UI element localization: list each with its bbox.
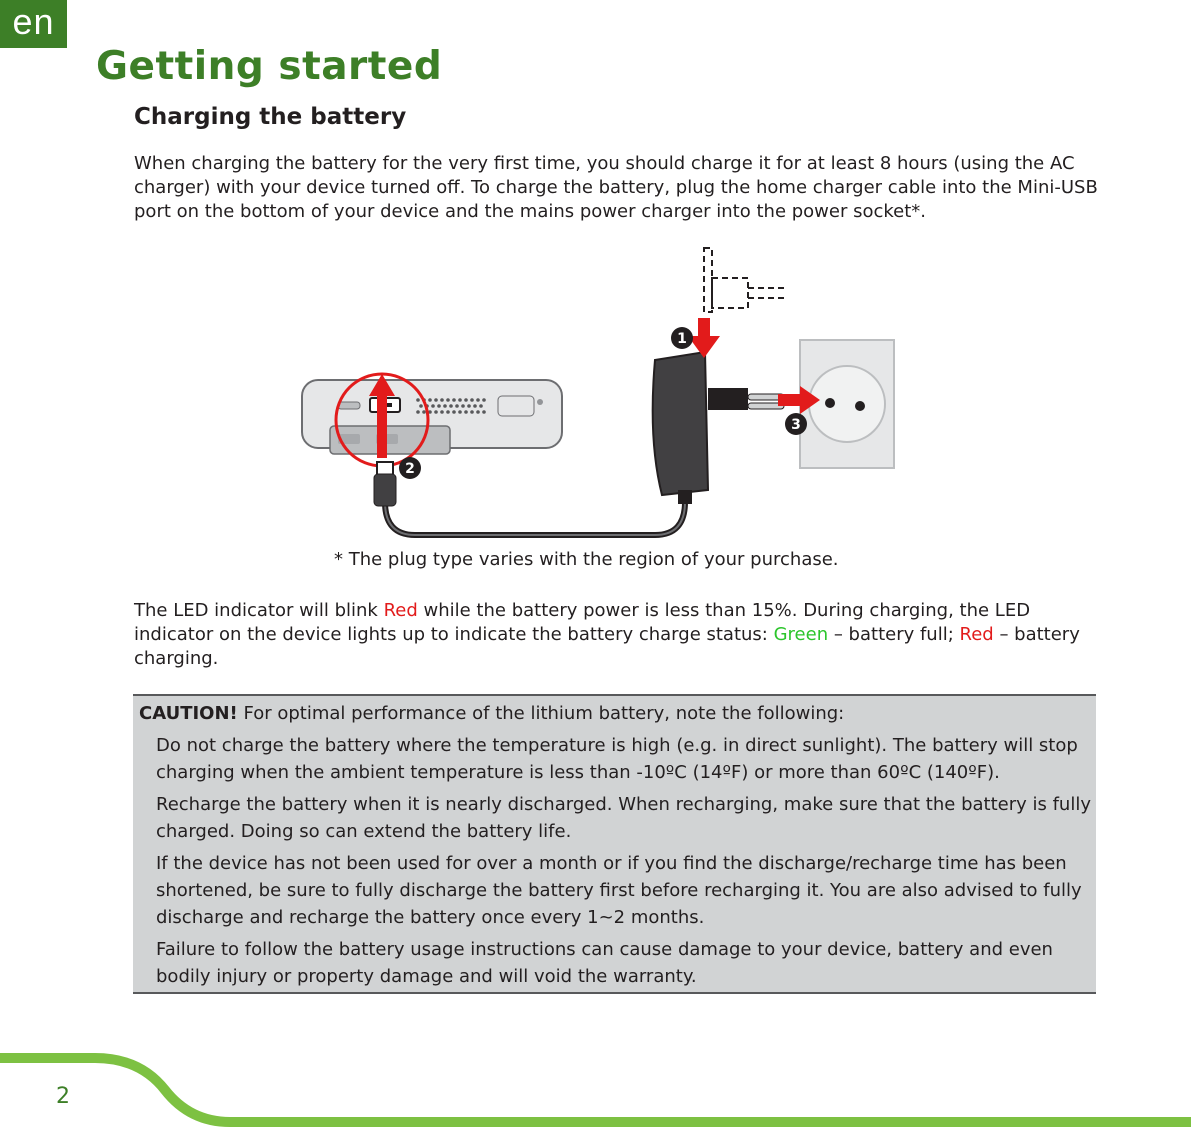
power-adapter (653, 352, 784, 504)
step-3-badge (785, 413, 807, 435)
caution-intro: For optimal performance of the lithium battery, note the following: (237, 703, 845, 724)
caution-list (156, 732, 1091, 995)
led-paragraph (134, 599, 1104, 671)
charger-cable (385, 495, 685, 535)
led-text-part3: – battery full; (828, 624, 960, 645)
led-text-part1: The LED indicator will blink (134, 600, 384, 621)
step-1-badge (671, 327, 693, 349)
footer-decoration (0, 1050, 1191, 1129)
page-number: 2 (56, 1084, 70, 1109)
led-text-part4: – battery charging. (134, 624, 1080, 669)
step-2-badge (399, 457, 421, 479)
step-3-label: 3 (791, 417, 801, 433)
step-1-label: 1 (677, 331, 687, 347)
led-green-label: Green (773, 624, 829, 645)
caution-heading (139, 702, 844, 726)
alternate-plug-outline (704, 248, 786, 312)
mini-usb-plug (374, 462, 396, 506)
intro-paragraph: When charging the battery for the very first time, you should charge it for at least 8 hours (using the AC charger) with your device turned off. To charge the battery, plug the home charger cable into the Mini-USB port on the bottom of your device and the mains power charger into the power socket*. (134, 153, 1098, 222)
step-2-label: 2 (405, 461, 415, 477)
caution-item: Failure to follow the battery usage instructions can cause damage to your device, battery and even bodily injury or property damage and will void the warranty. (156, 939, 1053, 987)
caution-item: Do not charge the battery where the temperature is high (e.g. in direct sunlight). The battery will stop charging when the ambient temperature is less than -10ºC (14ºF) or more than 60ºC (140ºF). (156, 735, 1078, 783)
caution-item: If the device has not been used for over a month or if you find the discharge/recharge time has been shortened, be sure to fully discharge the battery first before recharging it. You are also advised to fully discharge and recharge the battery once every 1~2 months. (156, 853, 1082, 928)
page-title: Getting started (96, 44, 443, 89)
language-tab: en (0, 0, 67, 48)
led-red-label-1: Red (383, 600, 418, 621)
led-text-part2: while the battery power is less than 15%. During charging, the LED indicator on the device lights up to indicate the battery charge status: (134, 600, 1031, 645)
led-red-label-2: Red (959, 624, 994, 645)
plug-type-footnote: * The plug type varies with the region of your purchase. (334, 549, 839, 570)
caution-item: Recharge the battery when it is nearly discharged. When recharging, make sure that the battery is fully charged. Doing so can extend the battery life. (156, 794, 1091, 842)
caution-label: CAUTION! (139, 703, 238, 724)
section-title: Charging the battery (134, 104, 407, 130)
caution-box (133, 694, 1096, 994)
charging-illustration (290, 240, 910, 540)
